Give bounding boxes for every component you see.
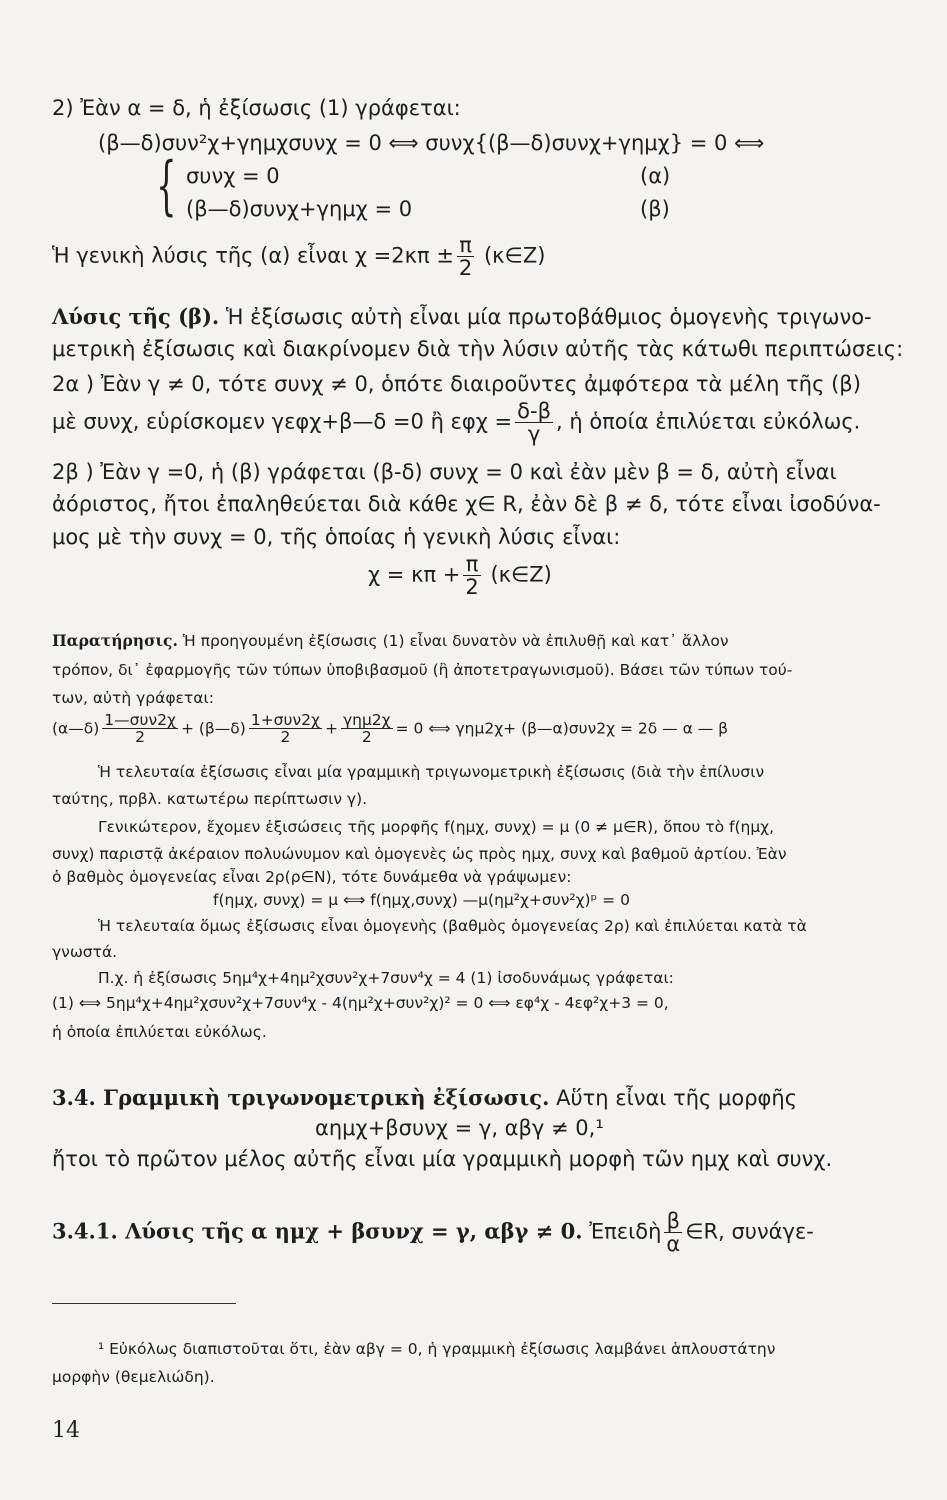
remark-line10: Ἡ τελευταία ὅμως ἐξίσωσις εἶναι ὁμογενὴς (βαθμὸς ὁμογενείας 2ρ) καὶ ἐπιλύεται κατὰ τὰ [98,917,807,935]
remark-line13: (1) ⟺ 5ημ⁴χ+4ημ²χσυν²χ+7συν⁴χ - 4(ημ²χ+συν²χ)² = 0 ⟺ εφ⁴χ - 4εφ²χ+3 = 0, [52,994,669,1012]
remark-line12: Π.χ. ἡ ἐξίσωσις 5ημ⁴χ+4ημ²χσυν²χ+7συν⁴χ = 4 (1) ἰσοδυνάμως γράφεται: [98,969,674,987]
solution-b-title: Λύσις τῆς (β). [52,304,220,329]
formula-tail: = 0 ⟺ γημ2χ+ (β—α)συν2χ = 2δ — α — β [395,719,729,738]
remark-line5: ταύτης, πρβλ. κατωτέρω περίπτωσιν γ). [52,790,368,808]
remark-title: Παρατήρησις. [52,631,178,650]
section-3-4-1-title: 3.4.1. Λύσις τῆς α ημχ + βσυνχ = γ, αβγ ≠ 0. [52,1218,583,1244]
denominator: 2 [280,728,291,747]
denominator: γ [527,422,541,447]
remark-line9: f(ημχ, συνχ) = μ ⟺ f(ημχ,συνχ) —μ(ημ²χ+συν²χ)ᵖ = 0 [213,891,630,909]
section-3-4-1-text: Ἐπειδὴ [589,1219,662,1244]
fraction-1-plus-cos2x [249,712,322,746]
case-2a-tail: , ἡ ὁποία ἐπιλύεται εὐκόλως. [555,409,861,434]
fraction-1-minus-cos2x [102,712,178,746]
denominator: 2 [458,256,473,281]
case-2b-line1: 2β ) Ἐὰν γ =0, ἡ (β) γράφεται (β-δ) συνχ = 0 καὶ ἐὰν μὲν β = δ, αὐτὴ εἶναι [52,460,837,484]
numerator: γημ2χ [342,711,391,729]
general-solution-a [52,234,545,279]
general-solution-b [368,553,552,598]
denominator: 2 [465,575,479,600]
remark-line11: γνωστά. [52,943,118,961]
case-2b-line3: μος μὲ τὴν συνχ = 0, τῆς ὁποίας ἡ γενικὴ λύσις εἶναι: [52,525,621,549]
general-solution-a-domain: (κ∈Z) [483,243,546,268]
fraction-sin2x [341,712,393,746]
formula-term1-coef: (α—δ) [52,719,100,738]
footnote-rule [52,1303,236,1304]
solution-b-line2: μετρικὴ ἐξίσωσις καὶ διακρίνομεν διὰ τὴν λύσιν αὐτῆς τὰς κάτωθι περιπτώσεις: [52,337,904,361]
system-equation-a: συνχ = 0 [186,164,280,188]
denominator: 2 [135,728,146,747]
system-equation-b: (β—δ)συνχ+γημχ = 0 [186,197,413,221]
fraction-pi-over-2 [463,553,480,598]
remark-line3: των, αὐτὴ γράφεται: [52,689,214,707]
general-solution-a-text: Ἡ γενικὴ λύσις τῆς (α) εἶναι χ =2κπ ± [52,243,454,268]
remark-text1: Ἡ προηγουμένη ἐξίσωσις (1) εἶναι δυνατὸν νὰ ἐπιλυθῇ καὶ κατ᾽ ἄλλον [182,632,729,650]
remark-line1 [52,631,729,650]
case-2b-line2: ἀόριστος, ἤτοι ἐπαληθεύεται διὰ κάθε χ∈ R, ἐὰν δὲ β ≠ δ, τότε εἶναι ἰσοδύνα- [52,492,881,516]
solution-b-text1: Ἡ ἐξίσωσις αὐτὴ εἶναι μία πρωτοβάθμιος ὁμογενὴς τριγωνο- [225,305,872,329]
footnote-line2: μορφὴν (θεμελιώδη). [52,1368,215,1386]
case-2a-line1: 2α ) Ἐὰν γ ≠ 0, τότε συνχ ≠ 0, ὁπότε διαιροῦντες ἀμφότερα τὰ μέλη τῆς (β) [52,372,861,396]
numerator: π [457,234,474,257]
section-3-4-heading [52,1085,797,1110]
section-3-4-title: 3.4. Γραμμικὴ τριγωνομετρικὴ ἐξίσωσις. [52,1085,550,1110]
general-solution-b-domain: (κ∈Z) [490,562,552,587]
general-solution-b-text: χ = κπ + [368,562,461,587]
section-3-4-1-heading [52,1210,814,1255]
formula-term2-coef: + (β—δ) [180,719,246,738]
remark-line2: τρόπον, δι᾽ ἐφαρμογῆς τῶν τύπων ὑποβιβασμοῦ (ἢ ἀποτετραγωνισμοῦ). Βάσει τῶν τύπων τού- [52,661,793,679]
remark-formula [52,712,728,746]
remark-line14: ἡ ὁποία ἐπιλύεται εὐκόλως. [52,1023,267,1041]
denominator: α [666,1232,681,1257]
page-number: 14 [52,1418,80,1443]
numerator: 1+συν2χ [250,711,320,729]
section-3-4-text1: Αὕτη εἶναι τῆς μορφῆς [556,1086,798,1110]
system-brace: { [156,149,177,223]
numerator: 1—συν2χ [104,711,176,729]
fraction-delta-beta-over-gamma [515,400,553,445]
case-2a-line2 [52,400,860,445]
section-3-4-1-tail: ∈R, συνάγε- [685,1219,814,1244]
numerator: δ-β [517,399,551,423]
remark-line4: Ἡ τελευταία ἐξίσωσις εἶναι μία γραμμικὴ τριγωνομετρικὴ ἐξίσωσις (διὰ τὴν ἐπίλυσιν [98,763,765,781]
denominator: 2 [361,728,372,747]
remark-line6: Γενικώτερον, ἔχομεν ἐξισώσεις τῆς μορφῆς f(ημχ, συνχ) = μ (0 ≠ μ∈R), ὅπου τὸ f(ημχ, [98,818,775,836]
section-3-4-equation: αημχ+βσυνχ = γ, αβγ ≠ 0,¹ [315,1116,604,1140]
solution-b-line1 [52,304,872,329]
remark-line7: συνχ) παριστᾷ ἀκέραιον πολυώνυμον καὶ ὁμογενὲς ὡς πρὸς ημχ, συνχ καὶ βαθμοῦ ἀρτίου. Ἐὰν [52,845,787,863]
system-label-a: (α) [640,164,671,188]
remark-line8: ὁ βαθμὸς ὁμογενείας εἶναι 2ρ(ρ∈N), τότε δυνάμεθα νὰ γράψωμεν: [52,868,572,886]
system-label-b: (β) [640,197,670,221]
fraction-beta-over-alpha [664,1210,682,1255]
formula-term3-plus: + [324,719,338,738]
fraction-pi-over-2 [457,234,474,279]
footnote-line1: ¹ Εὐκόλως διαπιστοῦται ὅτι, ἐὰν αβγ = 0, ἡ γραμμικὴ ἐξίσωσις λαμβάνει ἁπλουστάτην [98,1340,776,1358]
numerator: β [664,1210,682,1233]
section-3-4-text2: ἤτοι τὸ πρῶτον μέλος αὐτῆς εἶναι μία γραμμικὴ μορφὴ τῶν ημχ καὶ συνχ. [52,1147,833,1171]
case-2a-text: μὲ συνχ, εὑρίσκομεν γεφχ+β—δ =0 ἢ εφχ = [52,409,513,434]
case2-equation: (β—δ)συν²χ+γημχσυνχ = 0 ⟺ συνχ{(β—δ)συνχ+γημχ} = 0 ⟺ [98,131,765,155]
numerator: π [463,553,480,576]
case2-intro: 2) Ἐὰν α = δ, ἡ ἐξίσωσις (1) γράφεται: [52,96,461,120]
